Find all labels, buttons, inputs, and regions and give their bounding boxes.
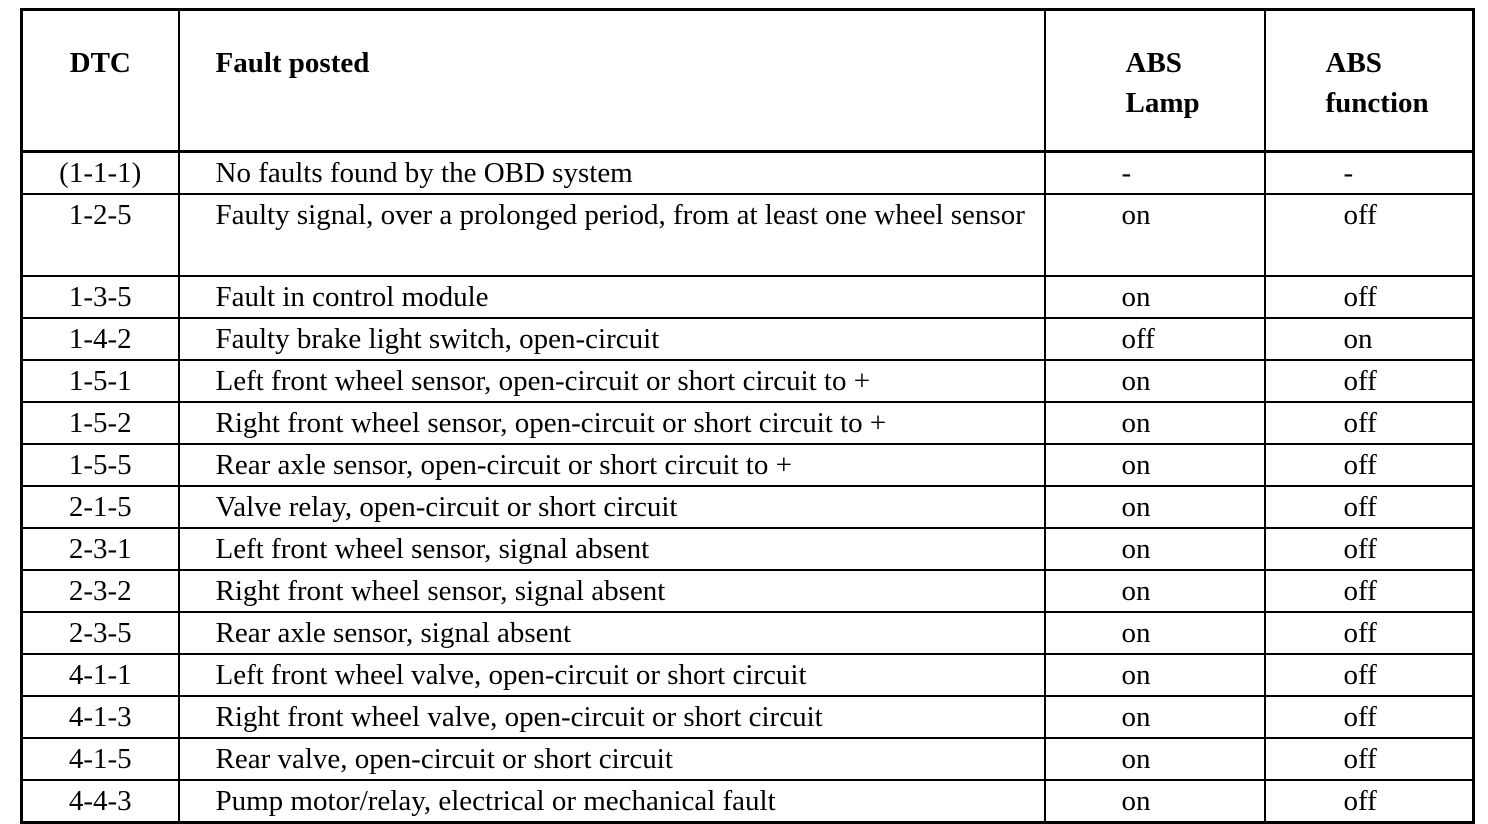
header-abs-function-line1: ABS: [1325, 47, 1382, 79]
cell-dtc: 1-5-2: [22, 402, 179, 444]
cell-abs-function: off: [1265, 570, 1474, 612]
cell-fault: Right front wheel sensor, signal absent: [179, 570, 1045, 612]
cell-fault: Faulty brake light switch, open-circuit: [179, 318, 1045, 360]
cell-abs-lamp: -: [1045, 152, 1265, 195]
cell-abs-function: off: [1265, 402, 1474, 444]
cell-fault: Valve relay, open-circuit or short circuit: [179, 486, 1045, 528]
cell-abs-function: off: [1265, 654, 1474, 696]
cell-fault: Rear valve, open-circuit or short circuit: [179, 738, 1045, 780]
cell-abs-lamp: on: [1045, 612, 1265, 654]
table-row: [22, 696, 1474, 738]
header-fault-posted: Fault posted: [179, 10, 1045, 152]
cell-dtc: 2-3-2: [22, 570, 179, 612]
table-row: [22, 738, 1474, 780]
cell-abs-function: -: [1265, 152, 1474, 195]
cell-abs-lamp: on: [1045, 528, 1265, 570]
cell-abs-function: off: [1265, 194, 1474, 276]
cell-fault: Pump motor/relay, electrical or mechanical fault: [179, 780, 1045, 823]
cell-abs-function: off: [1265, 444, 1474, 486]
cell-fault: Left front wheel sensor, open-circuit or short circuit to +: [179, 360, 1045, 402]
table-header-row: [22, 10, 1474, 152]
cell-abs-function: off: [1265, 738, 1474, 780]
cell-dtc: 2-3-5: [22, 612, 179, 654]
cell-abs-lamp: on: [1045, 738, 1265, 780]
cell-fault: No faults found by the OBD system: [179, 152, 1045, 195]
cell-fault: Right front wheel valve, open-circuit or short circuit: [179, 696, 1045, 738]
cell-dtc: 4-1-5: [22, 738, 179, 780]
table-row: [22, 612, 1474, 654]
table-row: [22, 486, 1474, 528]
table-row: [22, 152, 1474, 195]
cell-abs-function: off: [1265, 612, 1474, 654]
header-abs-lamp-line1: ABS: [1125, 47, 1182, 79]
cell-abs-lamp: on: [1045, 654, 1265, 696]
document-page: [20, 8, 1472, 817]
cell-dtc: 4-1-1: [22, 654, 179, 696]
table-row: [22, 402, 1474, 444]
cell-fault: Right front wheel sensor, open-circuit or short circuit to +: [179, 402, 1045, 444]
cell-abs-function: off: [1265, 486, 1474, 528]
table-row: [22, 276, 1474, 318]
cell-dtc: 4-4-3: [22, 780, 179, 823]
cell-abs-function: off: [1265, 276, 1474, 318]
cell-abs-lamp: on: [1045, 194, 1265, 276]
cell-abs-function: off: [1265, 528, 1474, 570]
cell-dtc: 1-5-5: [22, 444, 179, 486]
cell-abs-function: on: [1265, 318, 1474, 360]
header-abs-function-line2: function: [1325, 87, 1429, 119]
table-row: [22, 780, 1474, 823]
cell-abs-lamp: on: [1045, 780, 1265, 823]
cell-dtc: 2-3-1: [22, 528, 179, 570]
cell-dtc: 1-4-2: [22, 318, 179, 360]
header-abs-function: [1265, 10, 1474, 152]
cell-abs-function: off: [1265, 780, 1474, 823]
dtc-fault-table: [20, 8, 1475, 824]
table-row: [22, 654, 1474, 696]
cell-abs-lamp: off: [1045, 318, 1265, 360]
cell-dtc: 1-2-5: [22, 194, 179, 276]
table-row: [22, 570, 1474, 612]
cell-dtc: (1-1-1): [22, 152, 179, 195]
table-row: [22, 318, 1474, 360]
header-abs-lamp: [1045, 10, 1265, 152]
cell-dtc: 1-3-5: [22, 276, 179, 318]
cell-fault: Rear axle sensor, open-circuit or short circuit to +: [179, 444, 1045, 486]
cell-dtc: 4-1-3: [22, 696, 179, 738]
cell-dtc: 1-5-1: [22, 360, 179, 402]
cell-abs-lamp: on: [1045, 570, 1265, 612]
cell-fault: Left front wheel sensor, signal absent: [179, 528, 1045, 570]
cell-abs-lamp: on: [1045, 444, 1265, 486]
cell-abs-function: off: [1265, 360, 1474, 402]
cell-abs-lamp: on: [1045, 402, 1265, 444]
table-row: [22, 528, 1474, 570]
cell-fault: Left front wheel valve, open-circuit or short circuit: [179, 654, 1045, 696]
table-row: [22, 360, 1474, 402]
cell-abs-lamp: on: [1045, 486, 1265, 528]
header-dtc: DTC: [22, 10, 179, 152]
cell-fault: Rear axle sensor, signal absent: [179, 612, 1045, 654]
table-row: [22, 194, 1474, 276]
cell-abs-lamp: on: [1045, 276, 1265, 318]
cell-abs-function: off: [1265, 696, 1474, 738]
cell-dtc: 2-1-5: [22, 486, 179, 528]
cell-abs-lamp: on: [1045, 696, 1265, 738]
cell-fault: Faulty signal, over a prolonged period, from at least one wheel sensor: [179, 194, 1045, 276]
cell-abs-lamp: on: [1045, 360, 1265, 402]
table-row: [22, 444, 1474, 486]
cell-fault: Fault in control module: [179, 276, 1045, 318]
header-abs-lamp-line2: Lamp: [1125, 87, 1200, 119]
